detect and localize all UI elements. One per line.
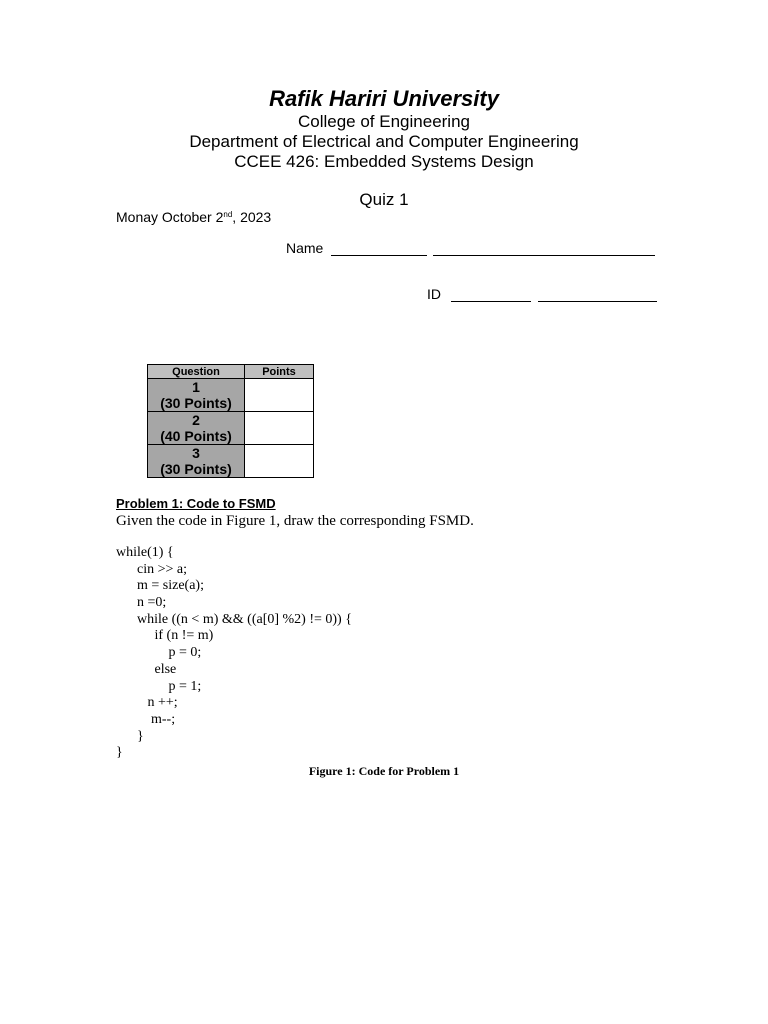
question-points: (30 Points) [160, 461, 232, 477]
question-cell [148, 379, 245, 412]
header-question: Question [148, 365, 245, 379]
question-points: (30 Points) [160, 395, 232, 411]
id-blank-part1[interactable] [451, 287, 531, 302]
score-cell[interactable] [245, 412, 314, 445]
code-line: if (n != m) [116, 628, 214, 644]
id-label: ID [427, 286, 441, 302]
code-line: n ++; [116, 695, 178, 711]
first-name-blank[interactable] [331, 241, 427, 256]
header-points: Points [245, 365, 314, 379]
code-line: else [116, 661, 177, 677]
score-cell[interactable] [245, 445, 314, 478]
university-name: Rafik Hariri University [269, 86, 499, 111]
question-number: 3 [192, 445, 200, 461]
course-title: CCEE 426: Embedded Systems Design [234, 152, 534, 171]
last-name-blank[interactable] [433, 241, 655, 256]
code-line: while ((n < m) && ((a[0] %2) != 0)) { [116, 611, 352, 627]
quiz-title: Quiz 1 [359, 190, 409, 209]
code-line: p = 1; [116, 678, 202, 694]
code-line: m--; [116, 711, 176, 727]
code-listing [116, 545, 352, 762]
date-year: , 2023 [232, 209, 272, 225]
code-line: m = size(a); [116, 578, 204, 594]
points-table-header [148, 365, 314, 379]
code-line: } [116, 728, 144, 744]
quiz-date [116, 209, 271, 225]
question-points: (40 Points) [160, 428, 232, 444]
id-field[interactable] [427, 286, 657, 302]
date-prefix: Monay October 2 [116, 209, 224, 225]
figure-caption: Figure 1: Code for Problem 1 [308, 764, 460, 778]
problem-1-title: Problem 1: Code to FSMD [116, 496, 276, 511]
question-number: 2 [192, 412, 200, 428]
question-cell [148, 412, 245, 445]
points-table [147, 364, 314, 478]
code-line: p = 0; [116, 645, 202, 661]
date-suffix-ordinal: nd [223, 210, 233, 219]
table-row [148, 379, 314, 412]
college-name: College of Engineering [297, 112, 470, 131]
problem-1-instructions: Given the code in Figure 1, draw the corresponding FSMD. [116, 513, 474, 529]
question-cell [148, 445, 245, 478]
name-field[interactable] [286, 240, 655, 256]
question-number: 1 [192, 379, 200, 395]
code-line: } [116, 745, 123, 761]
code-line: while(1) { [116, 545, 174, 560]
table-row [148, 445, 314, 478]
code-line: n =0; [116, 595, 167, 611]
id-blank-part2[interactable] [538, 287, 657, 302]
code-line: cin >> a; [116, 561, 187, 577]
department-name: Department of Electrical and Computer Engineering [189, 132, 579, 151]
score-cell[interactable] [245, 379, 314, 412]
table-row [148, 412, 314, 445]
name-label: Name [286, 240, 324, 256]
